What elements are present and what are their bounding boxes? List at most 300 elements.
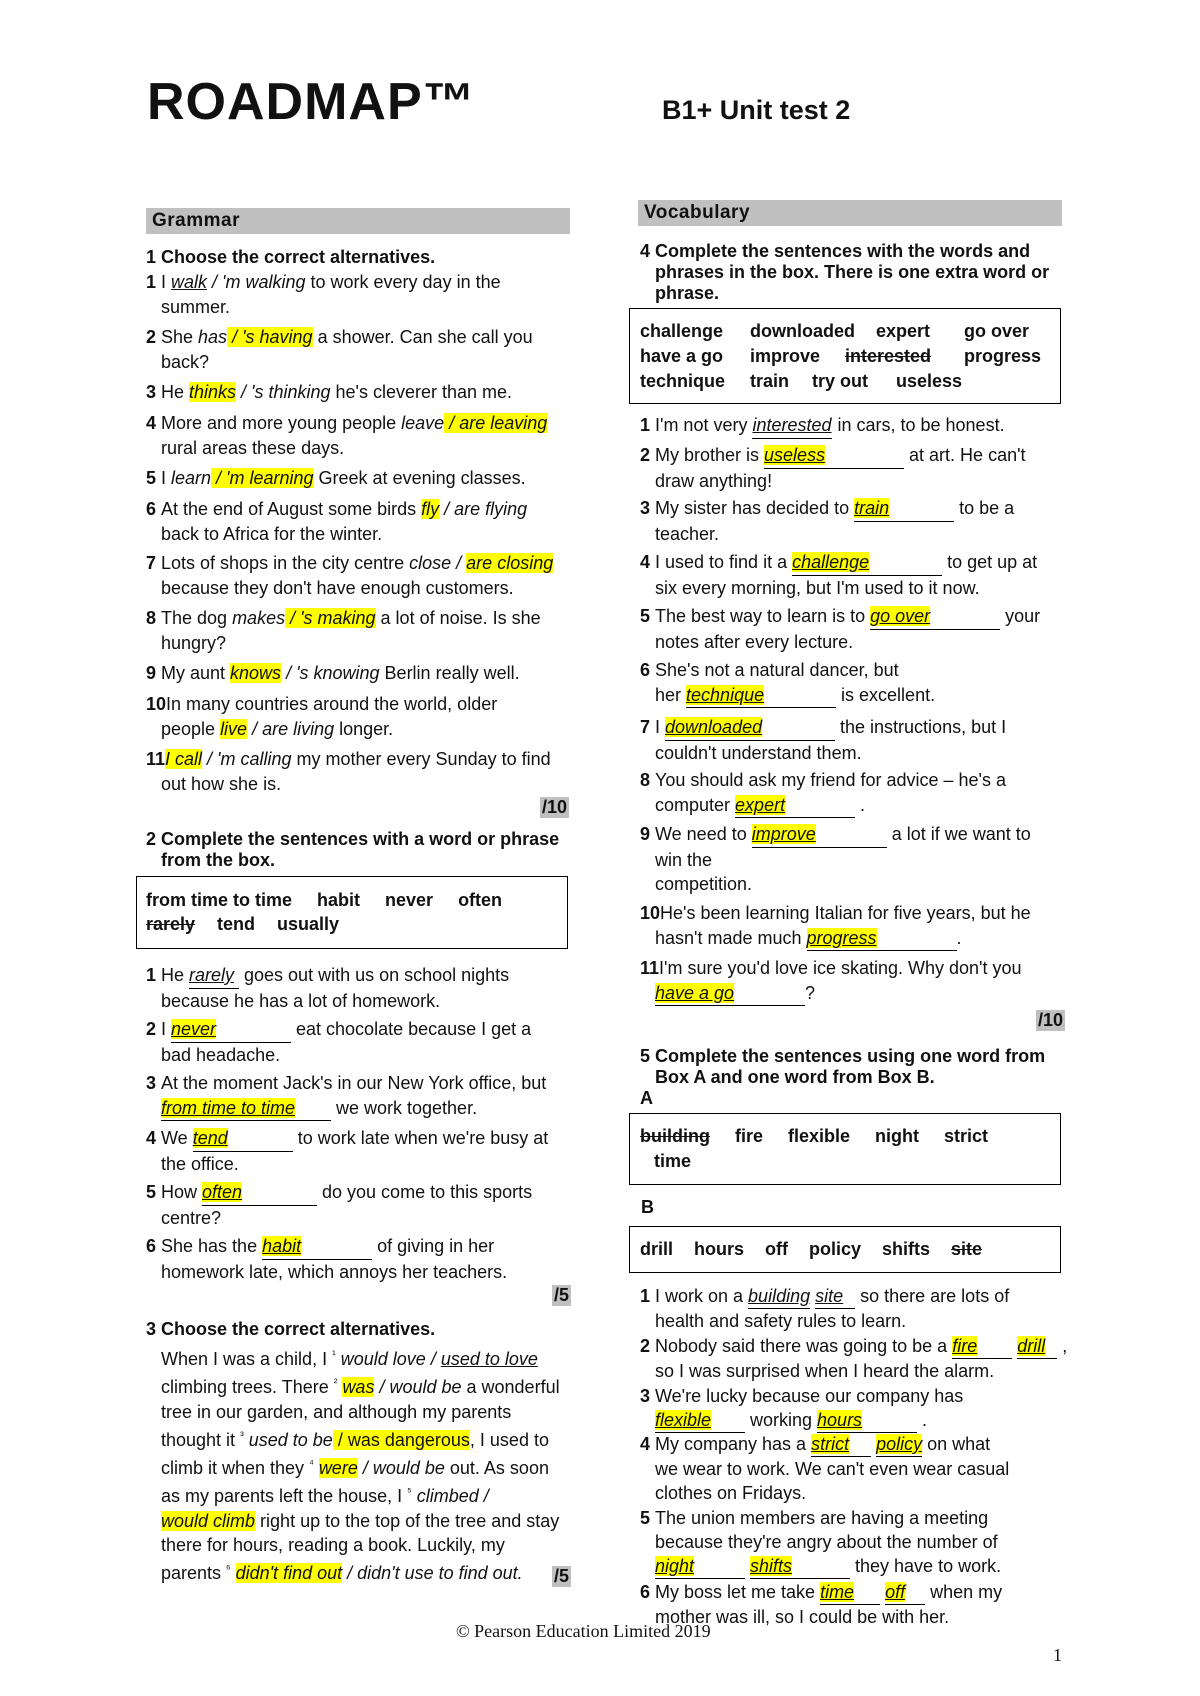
text-run: a shower. Can she call you — [312, 327, 533, 347]
question-text: I work on a — [655, 1286, 749, 1306]
text-run: close / — [409, 553, 467, 573]
text-run: was — [342, 1377, 375, 1398]
question-number: 3 — [146, 1073, 157, 1093]
ex1-item — [146, 497, 527, 546]
box-word: off — [765, 1239, 789, 1259]
question-text: at art. He can't — [904, 445, 1026, 465]
question-number: 3 — [640, 1386, 651, 1406]
question-number: 4 — [640, 552, 651, 572]
ex4-instruction-line3: phrase. — [655, 283, 720, 303]
answer-blank-b — [876, 1432, 922, 1457]
ex1-item — [146, 411, 547, 460]
answer-blank-a — [655, 1554, 745, 1579]
question-continuation: because he has a lot of homework. — [161, 990, 441, 1011]
question-text: to work late when we're busy at — [292, 1128, 549, 1148]
ex1-item — [146, 661, 520, 686]
text-run: as my parents left the house, I — [161, 1486, 408, 1507]
text-run: a lot of noise. Is she — [375, 608, 541, 628]
question-text: At the moment Jack's in our New York office, but — [161, 1073, 547, 1093]
question-number: 3 — [146, 382, 157, 402]
box-word: rarely — [146, 914, 196, 934]
text-run: used to love — [440, 1349, 538, 1369]
question-continuation: out how she is. — [161, 773, 282, 794]
question-text: working — [745, 1410, 818, 1430]
copyright: © Pearson Education Limited 2019 — [456, 1621, 711, 1641]
text-run: I — [161, 468, 172, 488]
question-text: we work together. — [331, 1097, 478, 1118]
answer-blank — [752, 822, 887, 848]
answer-blank-b — [815, 1284, 855, 1309]
question-text: You should ask my friend for advice – he's a — [655, 770, 1006, 790]
text-run: I call — [165, 749, 203, 769]
ex1-item — [146, 466, 526, 491]
ex4-score: /10 — [1038, 1010, 1064, 1030]
text-run: / 'm calling — [202, 749, 292, 769]
text-run: climbing trees. There — [161, 1377, 334, 1398]
text-run: he's cleverer than me. — [330, 382, 513, 402]
question-continuation — [640, 793, 1006, 819]
answer-text: rarely — [189, 965, 235, 985]
paragraph-line — [161, 1343, 560, 1371]
question-number: 5 — [146, 1182, 157, 1202]
answer-text: expert — [735, 794, 786, 815]
box-word: building — [640, 1126, 710, 1146]
answer-blank-b — [1017, 1334, 1057, 1359]
question-text: goes out with us on school nights — [239, 965, 510, 985]
text-run: I — [161, 272, 172, 292]
question-continuation — [640, 1554, 1001, 1579]
answer-text: flexible — [655, 1410, 712, 1430]
answer-text: improve — [751, 824, 816, 844]
paragraph-line — [161, 1533, 560, 1557]
answer-text: go over — [870, 606, 931, 626]
answer-text: drill — [1017, 1336, 1046, 1356]
answer-text: fire — [952, 1336, 978, 1356]
question-number: ¹ — [332, 1349, 336, 1361]
text-run: a wonderful — [461, 1377, 560, 1398]
answer-text: site — [815, 1286, 844, 1306]
question-text: I — [655, 717, 666, 737]
answer-blank — [202, 1180, 317, 1206]
ex2-word-box — [136, 876, 568, 949]
question-number: 9 — [146, 663, 157, 683]
answer-text: downloaded — [665, 717, 763, 737]
text-run: 's having — [242, 327, 313, 347]
paragraph-line — [161, 1557, 560, 1585]
question-text: The union members are having a meeting — [655, 1508, 989, 1528]
answer-text: time — [820, 1582, 855, 1602]
question-text: of giving in her — [372, 1236, 495, 1256]
ex4-item — [640, 550, 1037, 600]
answer-text: building — [748, 1286, 811, 1306]
ex1-item — [146, 606, 541, 655]
box-word: site — [951, 1239, 983, 1259]
ex5-box-b-label: B — [641, 1197, 654, 1217]
ex5-instruction-line1: 5 Complete the sentences using one word from — [640, 1046, 1046, 1066]
question-number: 7 — [640, 717, 651, 737]
question-number: 7 — [146, 553, 157, 573]
box-word: have a go — [640, 346, 724, 366]
text-run: He — [161, 382, 190, 402]
answer-text: hours — [817, 1410, 863, 1430]
text-run: there for hours, reading a book. Luckily, my — [161, 1535, 505, 1556]
ex2-item — [146, 1017, 531, 1067]
text-run: / didn't use to find out. — [342, 1563, 523, 1584]
question-text: . — [855, 794, 866, 815]
question-continuation — [640, 926, 1031, 952]
question-text: hasn't made much — [655, 927, 807, 948]
ex4-item — [640, 496, 1014, 546]
box-word: challenge — [640, 321, 724, 341]
question-continuation: rural areas these days. — [161, 437, 345, 458]
question-text: We — [161, 1128, 193, 1148]
box-word: habit — [317, 890, 361, 910]
question-text: a lot if we want to — [886, 824, 1031, 844]
question-number: 5 — [146, 468, 157, 488]
question-continuation: mother was ill, so I could be with her. — [655, 1607, 950, 1627]
question-number: 6 — [146, 1236, 157, 1256]
ex4-item — [640, 901, 1031, 951]
text-run: right up to the top of the tree and stay — [255, 1510, 560, 1531]
answer-blank — [735, 793, 855, 819]
answer-blank — [171, 1017, 291, 1043]
question-number: 6 — [640, 1582, 651, 1602]
question-text: I used to find it a — [655, 552, 793, 572]
question-number: 6 — [146, 499, 157, 519]
ex2-instruction — [146, 829, 559, 871]
text-run: walk — [171, 272, 208, 292]
question-continuation: centre? — [161, 1207, 222, 1228]
box-word: drill — [640, 1239, 674, 1259]
box-word: progress — [964, 346, 1042, 366]
answer-text: strict — [811, 1434, 850, 1454]
answer-text: from time to time — [161, 1097, 296, 1118]
question-continuation: we wear to work. We can't even wear casual — [655, 1459, 1010, 1479]
box-word: go over — [964, 321, 1030, 341]
ex4-instruction-line2: phrases in the box. There is one extra word or — [655, 262, 1050, 282]
question-continuation: teacher. — [655, 523, 720, 544]
question-number: 4 — [640, 1434, 651, 1454]
text-run: / 'm learning — [211, 468, 314, 488]
question-continuation — [640, 1408, 963, 1433]
question-continuation: couldn't understand them. — [655, 742, 862, 763]
answer-blank-b — [817, 1408, 917, 1433]
box-word: shifts — [882, 1239, 931, 1259]
question-text: My boss let me take — [655, 1582, 821, 1602]
text-run: When I was a child, I — [161, 1349, 333, 1369]
text-run: climb it when they — [161, 1458, 310, 1479]
answer-text: useless — [764, 445, 826, 465]
question-text: on what — [922, 1434, 991, 1454]
box-word: never — [385, 890, 434, 910]
text-run: are closing — [466, 553, 554, 573]
text-run: / — [227, 327, 243, 347]
box-word: from time to time — [146, 890, 293, 910]
answer-text: have a go — [655, 982, 735, 1003]
box-word: strict — [944, 1126, 989, 1146]
question-text: when my — [925, 1582, 1003, 1602]
ex4-item — [640, 822, 1031, 897]
question-continuation — [640, 981, 1022, 1007]
text-run: / are flying — [439, 499, 528, 519]
question-text: My sister has decided to — [655, 498, 855, 518]
question-number: 2 — [146, 327, 157, 347]
question-number: ⁴ — [309, 1458, 314, 1471]
question-number: 1 — [146, 965, 157, 985]
text-run: longer. — [334, 718, 394, 739]
text-run: climbed / — [416, 1486, 489, 1507]
question-text: I — [161, 1019, 172, 1039]
paragraph-line — [161, 1371, 560, 1399]
ex4-item — [640, 413, 1005, 439]
question-text: the instructions, but I — [835, 717, 1007, 737]
box-word: downloaded — [750, 321, 855, 341]
question-continuation: back to Africa for the winter. — [161, 523, 383, 544]
answer-blank-a — [820, 1580, 880, 1605]
question-text: eat chocolate because I get a — [291, 1019, 532, 1039]
text-run: Greek at evening classes. — [313, 468, 526, 488]
question-continuation: because they're angry about the number of — [655, 1532, 998, 1552]
paragraph-line — [161, 1400, 560, 1424]
question-text: I'm sure you'd love ice skating. Why don't you — [659, 958, 1022, 978]
brand-logo: ROADMAP™ — [147, 73, 476, 131]
question-number: 6 — [640, 660, 651, 680]
question-text: her — [655, 684, 687, 705]
question-text: How — [161, 1182, 203, 1202]
ex4-word-box — [629, 308, 1061, 404]
box-word: usually — [277, 914, 340, 934]
answer-blank-a — [952, 1334, 1012, 1359]
box-word: train — [750, 371, 790, 391]
text-run: She — [161, 327, 199, 347]
question-continuation: the office. — [161, 1153, 239, 1174]
question-text: in cars, to be honest. — [832, 415, 1005, 435]
ex1-instruction: 1 Choose the correct alternatives. — [146, 247, 436, 267]
question-number: 10 — [146, 694, 167, 714]
question-text: My brother is — [655, 445, 765, 465]
answer-blank-a — [811, 1432, 871, 1457]
question-text: My company has a — [655, 1434, 812, 1454]
ex1-item — [146, 747, 551, 796]
question-text: She has the — [161, 1236, 263, 1256]
answer-text: policy — [876, 1434, 923, 1454]
ex5-instruction — [640, 1046, 1045, 1109]
page-number: 1 — [1053, 1645, 1062, 1665]
box-word: improve — [750, 346, 821, 366]
ex4-item — [640, 443, 1026, 493]
question-number: 2 — [146, 1019, 157, 1039]
answer-blank — [665, 715, 835, 741]
question-number: 1 — [640, 415, 651, 435]
answer-blank — [193, 1126, 293, 1152]
ex4-instruction-line1: 4 Complete the sentences with the words and — [640, 241, 1031, 261]
text-run: At the end of August some birds — [161, 499, 422, 519]
question-continuation — [640, 683, 935, 709]
box-word: time — [654, 1151, 692, 1171]
text-run: More and more young people — [161, 413, 402, 433]
text-run: / are living — [247, 718, 335, 739]
question-text: is excellent. — [836, 684, 936, 705]
question-number: 4 — [146, 413, 157, 433]
text-run: knows — [230, 663, 282, 683]
answer-text: often — [202, 1182, 243, 1202]
answer-text: train — [854, 498, 890, 518]
question-text: they have to work. — [850, 1556, 1002, 1576]
ex4-instruction — [640, 241, 1049, 304]
question-number: 4 — [146, 1128, 157, 1148]
answer-blank — [764, 443, 904, 469]
question-text: . — [917, 1410, 928, 1430]
answer-text: never — [171, 1019, 217, 1039]
paragraph-line — [161, 1480, 560, 1508]
ex5-box-a-label: A — [640, 1088, 653, 1108]
question-number: 3 — [640, 498, 651, 518]
ex2-item — [146, 1180, 532, 1230]
question-text: to be a — [954, 498, 1015, 518]
ex4-item — [640, 956, 1022, 1006]
question-number: ² — [333, 1377, 338, 1390]
ex1-item — [146, 551, 553, 600]
ex4-item — [640, 715, 1006, 765]
ex1-score: /10 — [542, 797, 568, 817]
question-continuation: competition. — [655, 874, 753, 894]
ex5-item — [640, 1284, 1009, 1333]
ex5-box-a — [629, 1113, 1061, 1185]
text-run: parents — [161, 1563, 227, 1584]
text-run: fly — [421, 499, 440, 519]
question-number: 11 — [640, 958, 660, 978]
question-continuation — [146, 1096, 546, 1122]
text-run: people — [161, 718, 221, 739]
ex2-item — [146, 1071, 546, 1121]
answer-blank-b — [750, 1554, 850, 1579]
question-text: , — [1057, 1336, 1068, 1356]
ex2-instruction-line2: from the box. — [161, 850, 276, 870]
question-number: 8 — [146, 608, 157, 628]
text-run: Lots of shops in the city centre — [161, 553, 410, 573]
text-run: My aunt — [161, 663, 231, 683]
answer-text: shifts — [750, 1556, 793, 1576]
text-run: learn — [171, 468, 212, 488]
answer-text: tend — [192, 1128, 228, 1148]
box-word: policy — [809, 1239, 862, 1259]
text-run: used to be — [248, 1429, 333, 1450]
question-continuation: bad headache. — [161, 1044, 281, 1065]
text-run: thinks — [189, 382, 237, 402]
ex1-item — [146, 380, 512, 405]
answer-text: progress — [806, 927, 877, 948]
answer-text: technique — [686, 684, 765, 705]
box-word: often — [458, 890, 503, 910]
question-text: He's been learning Italian for five years, but he — [660, 903, 1031, 923]
ex5-item — [640, 1432, 1009, 1505]
answer-text: interested — [752, 415, 832, 435]
test-title: B1+ Unit test 2 — [662, 95, 851, 125]
question-text: your — [1000, 606, 1041, 626]
question-text: to get up at — [942, 552, 1038, 572]
question-number: ⁶ — [226, 1563, 231, 1576]
question-continuation: win the — [655, 849, 713, 870]
question-number: 1 — [640, 1286, 651, 1306]
text-run: to work every day in the — [305, 272, 501, 292]
text-run: / — [207, 272, 223, 292]
question-number: 9 — [640, 824, 651, 844]
ex3-score: /5 — [554, 1566, 570, 1586]
ex2-item — [146, 1126, 548, 1176]
answer-blank — [870, 604, 1000, 630]
question-text: He — [161, 965, 190, 985]
answer-blank — [189, 963, 239, 989]
question-continuation: back? — [161, 351, 210, 372]
box-word: fire — [734, 1126, 763, 1146]
text-run: In many countries around the world, older — [166, 694, 498, 714]
paragraph-line — [161, 1452, 560, 1480]
question-text: computer — [655, 794, 736, 815]
answer-blank-b — [885, 1580, 925, 1605]
box-word: hours — [694, 1239, 745, 1259]
question-text: do you come to this sports — [317, 1182, 533, 1202]
question-number: 10 — [640, 903, 661, 923]
text-run: were — [318, 1458, 358, 1479]
question-number: 2 — [640, 1336, 651, 1356]
answer-blank — [686, 683, 836, 709]
ex2-item — [146, 1234, 507, 1284]
answer-blank — [807, 926, 957, 952]
text-run: / was dangerous — [332, 1429, 470, 1450]
text-run: Berlin really well. — [379, 663, 520, 683]
answer-text: off — [885, 1582, 906, 1602]
question-continuation: hungry? — [161, 632, 227, 653]
question-text: so there are lots of — [855, 1286, 1010, 1306]
text-run: thought it — [161, 1429, 241, 1450]
text-run: , I used to — [469, 1429, 549, 1450]
ex3-paragraph — [161, 1343, 560, 1586]
text-run: tree in our garden, and although my parents — [161, 1401, 512, 1422]
text-run: would climb — [161, 1510, 256, 1531]
answer-blank — [161, 1096, 331, 1122]
box-word: night — [875, 1126, 920, 1146]
question-continuation: draw anything! — [655, 470, 773, 491]
answer-blank-a — [748, 1284, 810, 1309]
question-text: Nobody said there was going to be a — [655, 1336, 953, 1356]
question-continuation: clothes on Fridays. — [655, 1483, 807, 1503]
box-word: try out — [812, 371, 868, 391]
text-run: 'm walking — [222, 272, 306, 292]
paragraph-line — [161, 1424, 560, 1452]
question-text: I'm not very — [655, 415, 753, 435]
ex5-item — [640, 1334, 1067, 1383]
question-text: We need to — [655, 824, 752, 844]
question-continuation — [146, 717, 497, 742]
text-run: leave — [401, 413, 445, 433]
text-run: / would be — [374, 1377, 462, 1398]
answer-text: night — [655, 1556, 695, 1576]
box-word: useless — [896, 371, 963, 391]
question-continuation: health and safety rules to learn. — [655, 1311, 907, 1331]
question-number: 5 — [640, 1508, 651, 1528]
ex2-instruction-line1: 2 Complete the sentences with a word or phrase — [146, 829, 560, 849]
text-run: didn't find out — [235, 1563, 343, 1584]
text-run: / 's making — [285, 608, 376, 628]
text-run: / 's thinking — [236, 382, 331, 402]
box-word: technique — [640, 371, 726, 391]
ex4-item — [640, 604, 1040, 654]
answer-blank-a — [655, 1408, 745, 1433]
text-run: live — [220, 718, 248, 739]
ex5-item — [640, 1384, 963, 1433]
answer-blank — [752, 413, 832, 439]
text-run: / 's knowing — [281, 663, 380, 683]
